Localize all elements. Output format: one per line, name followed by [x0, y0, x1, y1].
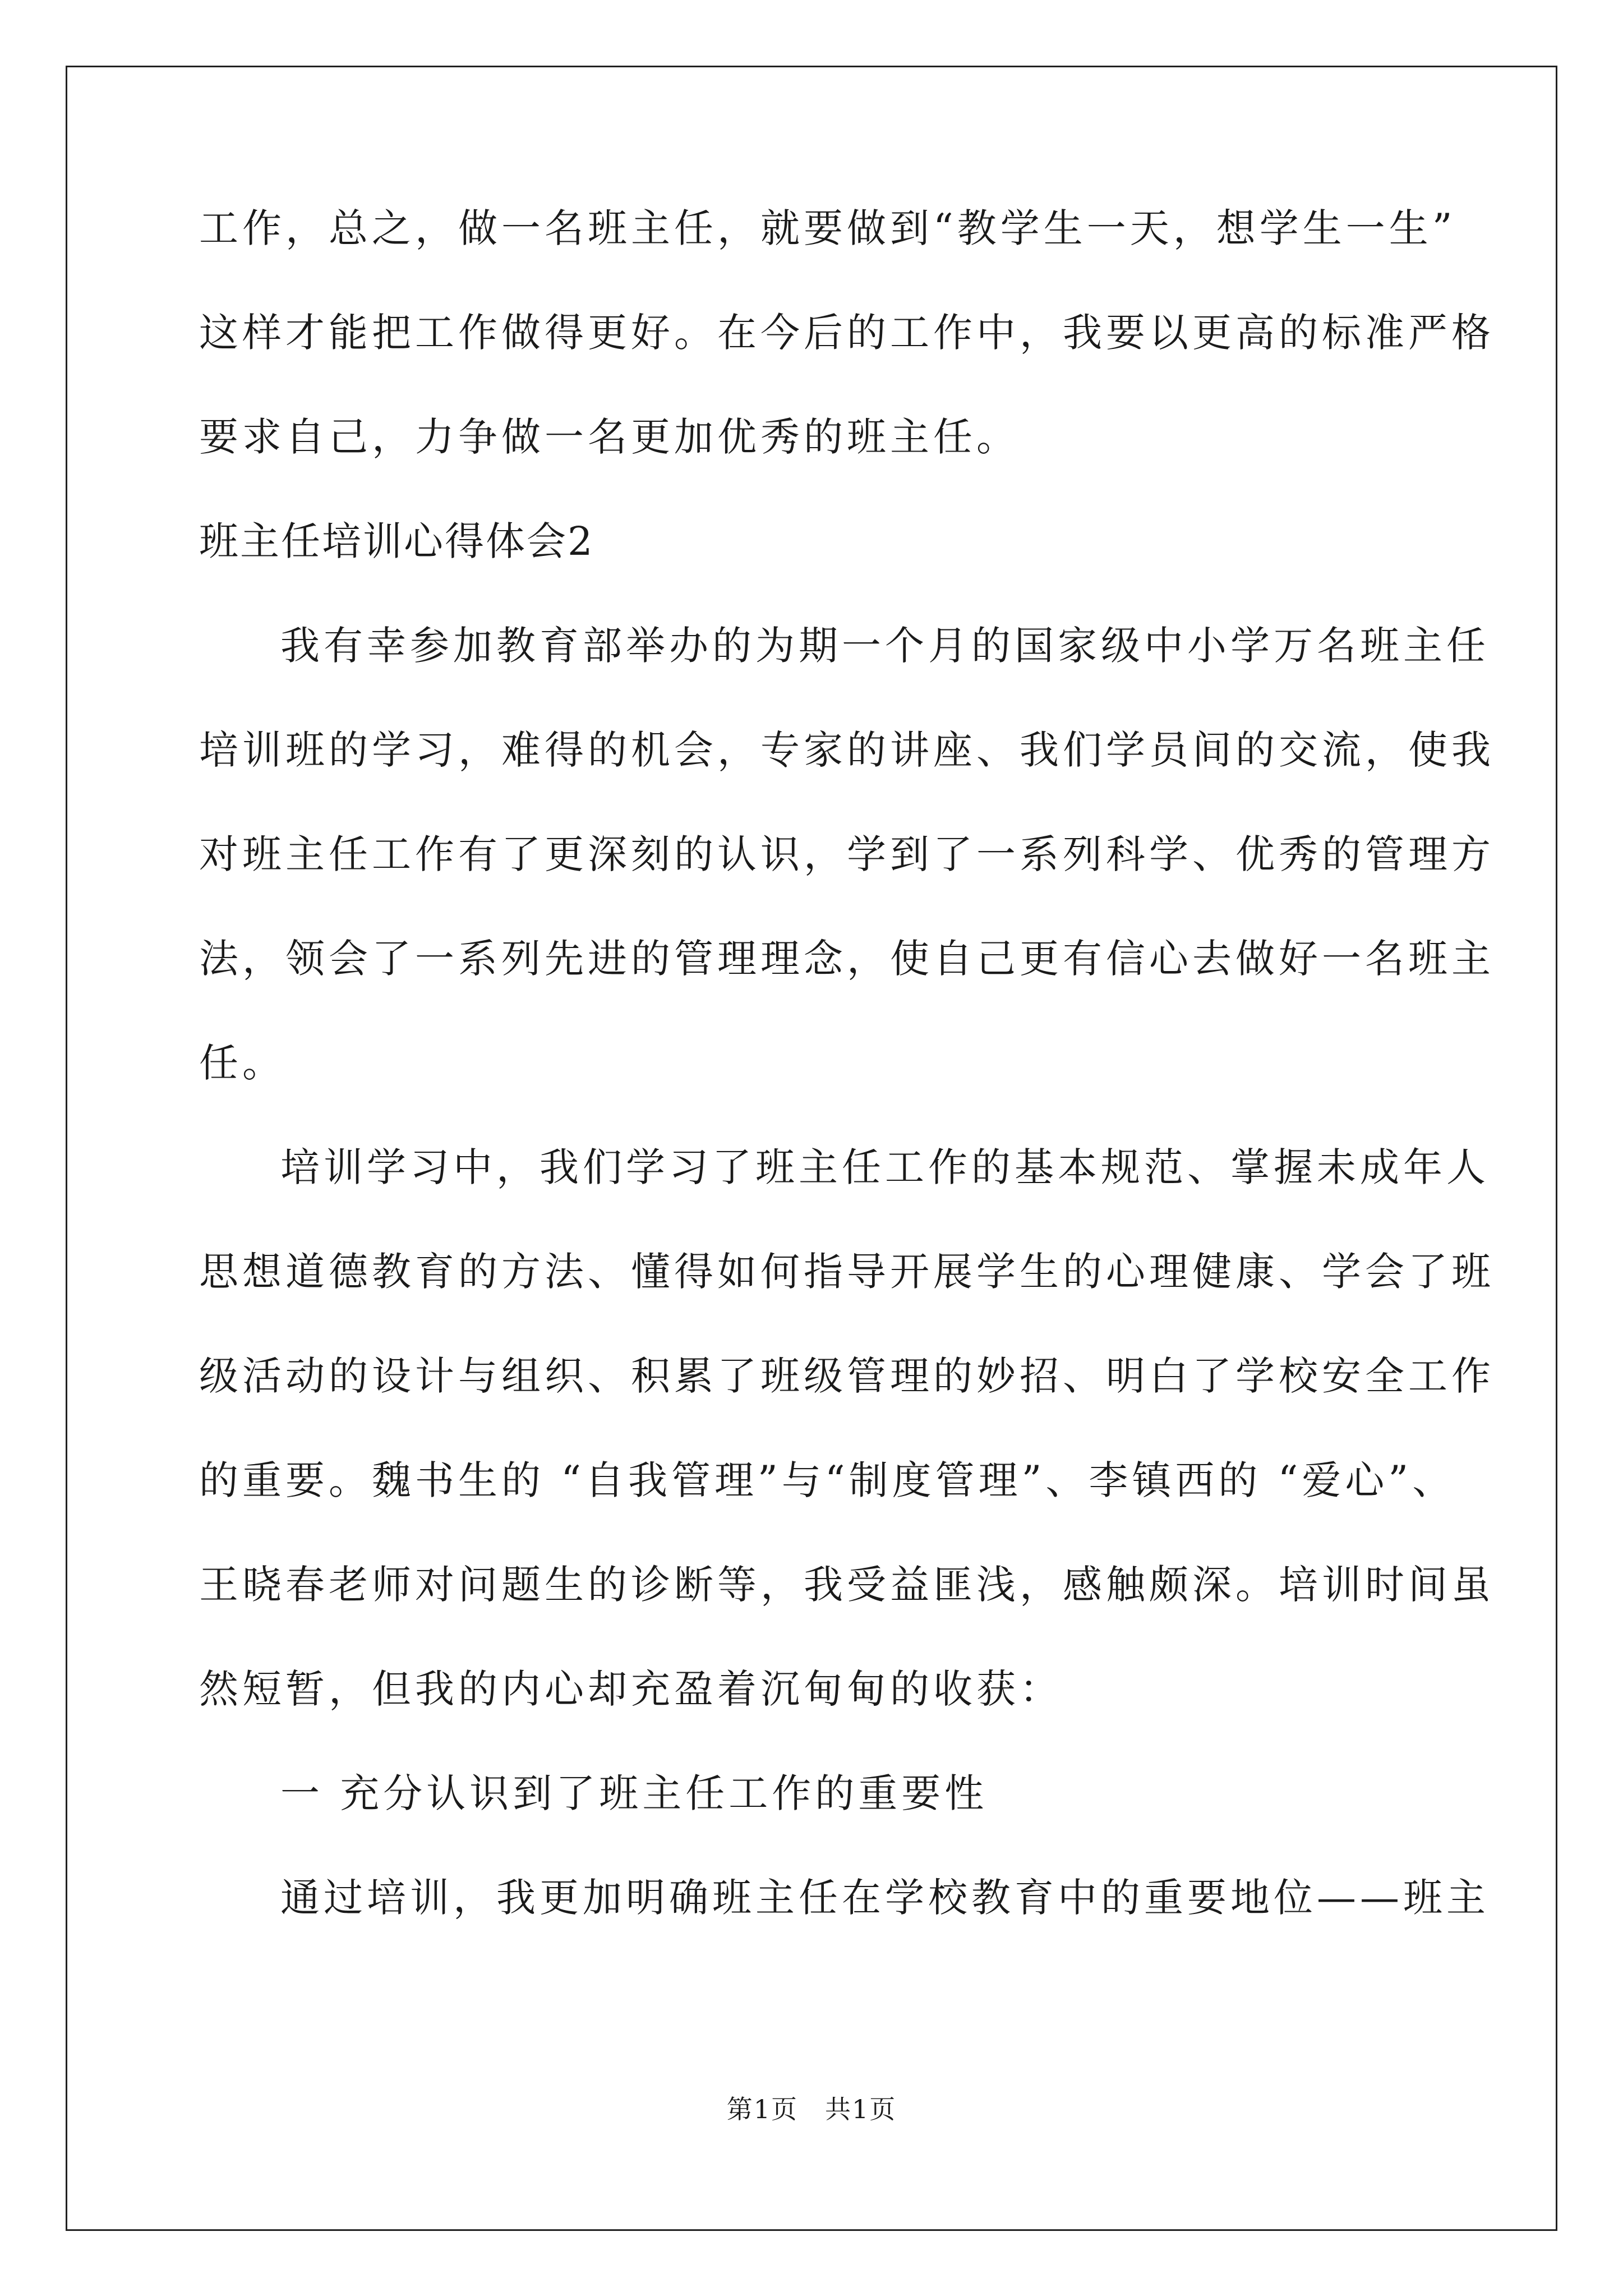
subsection-heading: 一 充分认识到了班主任工作的重要性 — [280, 1770, 988, 1816]
paragraph-line: 要求自己，力争做一名更加优秀的班主任。 — [199, 414, 1020, 460]
section-heading: 班主任培训心得体会2 — [199, 518, 594, 564]
paragraph-line: 通过培训，我更加明确班主任在学校教育中的重要地位——班主 — [280, 1875, 1490, 1921]
paragraph-line: 的重要。魏书生的 “自我管理”与“制度管理”、李镇西的 “爱心”、 — [199, 1457, 1456, 1503]
paragraph-line: 法，领会了一系列先进的管理理念，使自己更有信心去做好一名班主 — [199, 936, 1495, 982]
paragraph-line: 然短暂，但我的内心却充盈着沉甸甸的收获： — [199, 1666, 1063, 1712]
paragraph-line: 王晓春老师对问题生的诊断等，我受益匪浅，感触颇深。培训时间虽 — [199, 1562, 1495, 1608]
paragraph-line: 级活动的设计与组织、积累了班级管理的妙招、明白了学校安全工作 — [199, 1353, 1495, 1399]
paragraph-line: 对班主任工作有了更深刻的认识，学到了一系列科学、优秀的管理方 — [199, 831, 1495, 877]
document-body — [199, 202, 1495, 1976]
paragraph-line: 培训班的学习，难得的机会，专家的讲座、我们学员间的交流，使我 — [199, 727, 1495, 773]
paragraph-line: 思想道德教育的方法、懂得如何指导开展学生的心理健康、学会了班 — [199, 1249, 1495, 1295]
paragraph-line: 这样才能把工作做得更好。在今后的工作中，我要以更高的标准严格 — [199, 310, 1495, 356]
paragraph-line: 培训学习中，我们学习了班主任工作的基本规范、掌握未成年人 — [280, 1144, 1490, 1190]
paragraph-line: 工作，总之，做一名班主任，就要做到“教学生一天，想学生一生” — [199, 205, 1456, 251]
paragraph-line: 我有幸参加教育部举办的为期一个月的国家级中小学万名班主任 — [280, 623, 1490, 669]
paragraph-line: 任。 — [199, 1040, 285, 1086]
page-footer: 第1页 共1页 — [726, 2094, 897, 2124]
